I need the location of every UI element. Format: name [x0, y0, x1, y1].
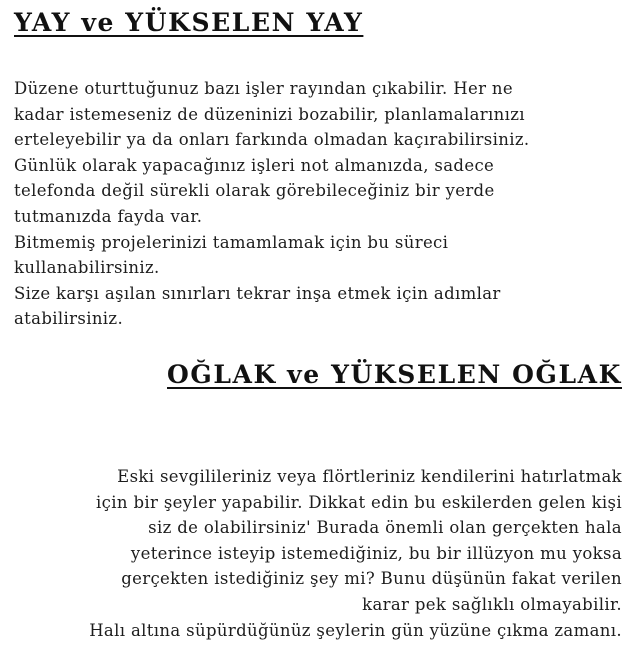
- section-heading-oglak: OĞLAK ve YÜKSELEN OĞLAK: [167, 360, 622, 389]
- body-line: atabilirsiniz.: [14, 309, 124, 329]
- body-line: Halı altına süpürdüğünüz şeylerin gün yüzüne çıkma zamanı.: [89, 620, 622, 640]
- body-line: Düzene oturttuğunuz bazı işler rayından çıkabilir. Her ne: [14, 79, 513, 98]
- body-line: kullanabilirsiniz.: [14, 258, 160, 278]
- body-line: karar pek sağlıklı olmayabilir.: [362, 594, 622, 614]
- section-body-yay: [14, 76, 529, 332]
- body-line: Size karşı aşılan sınırları tekrar inşa etmek için adımlar: [14, 283, 501, 303]
- body-line: Eski sevgilileriniz veya flörtleriniz kendilerini hatırlatmak: [117, 467, 622, 486]
- body-line: yeterince isteyip istemediğiniz, bu bir illüzyon mu yoksa: [130, 543, 622, 563]
- body-line: Günlük olarak yapacağınız işleri not almanızda, sadece: [14, 155, 495, 175]
- section-heading-yay: YAY ve YÜKSELEN YAY: [14, 8, 364, 37]
- body-line: tutmanızda fayda var.: [14, 206, 203, 226]
- body-line: için bir şeyler yapabilir. Dikkat edin bu eskilerden gelen kişi: [96, 492, 622, 512]
- body-line: siz de olabilirsiniz' Burada önemli olan gerçekten hala: [148, 518, 622, 538]
- section-body-oglak: [89, 464, 622, 643]
- body-line: telefonda değil sürekli olarak görebileceğiniz bir yerde: [14, 181, 495, 201]
- body-line: Bitmemiş projelerinizi tamamlamak için bu süreci: [14, 232, 449, 252]
- body-line: gerçekten istediğiniz şey mi? Bunu düşünün fakat verilen: [121, 569, 622, 589]
- body-line: erteleyebilir ya da onları farkında olmadan kaçırabilirsiniz.: [14, 130, 530, 150]
- body-line: kadar istemeseniz de düzeninizi bozabilir, planlamalarınızı: [14, 104, 525, 124]
